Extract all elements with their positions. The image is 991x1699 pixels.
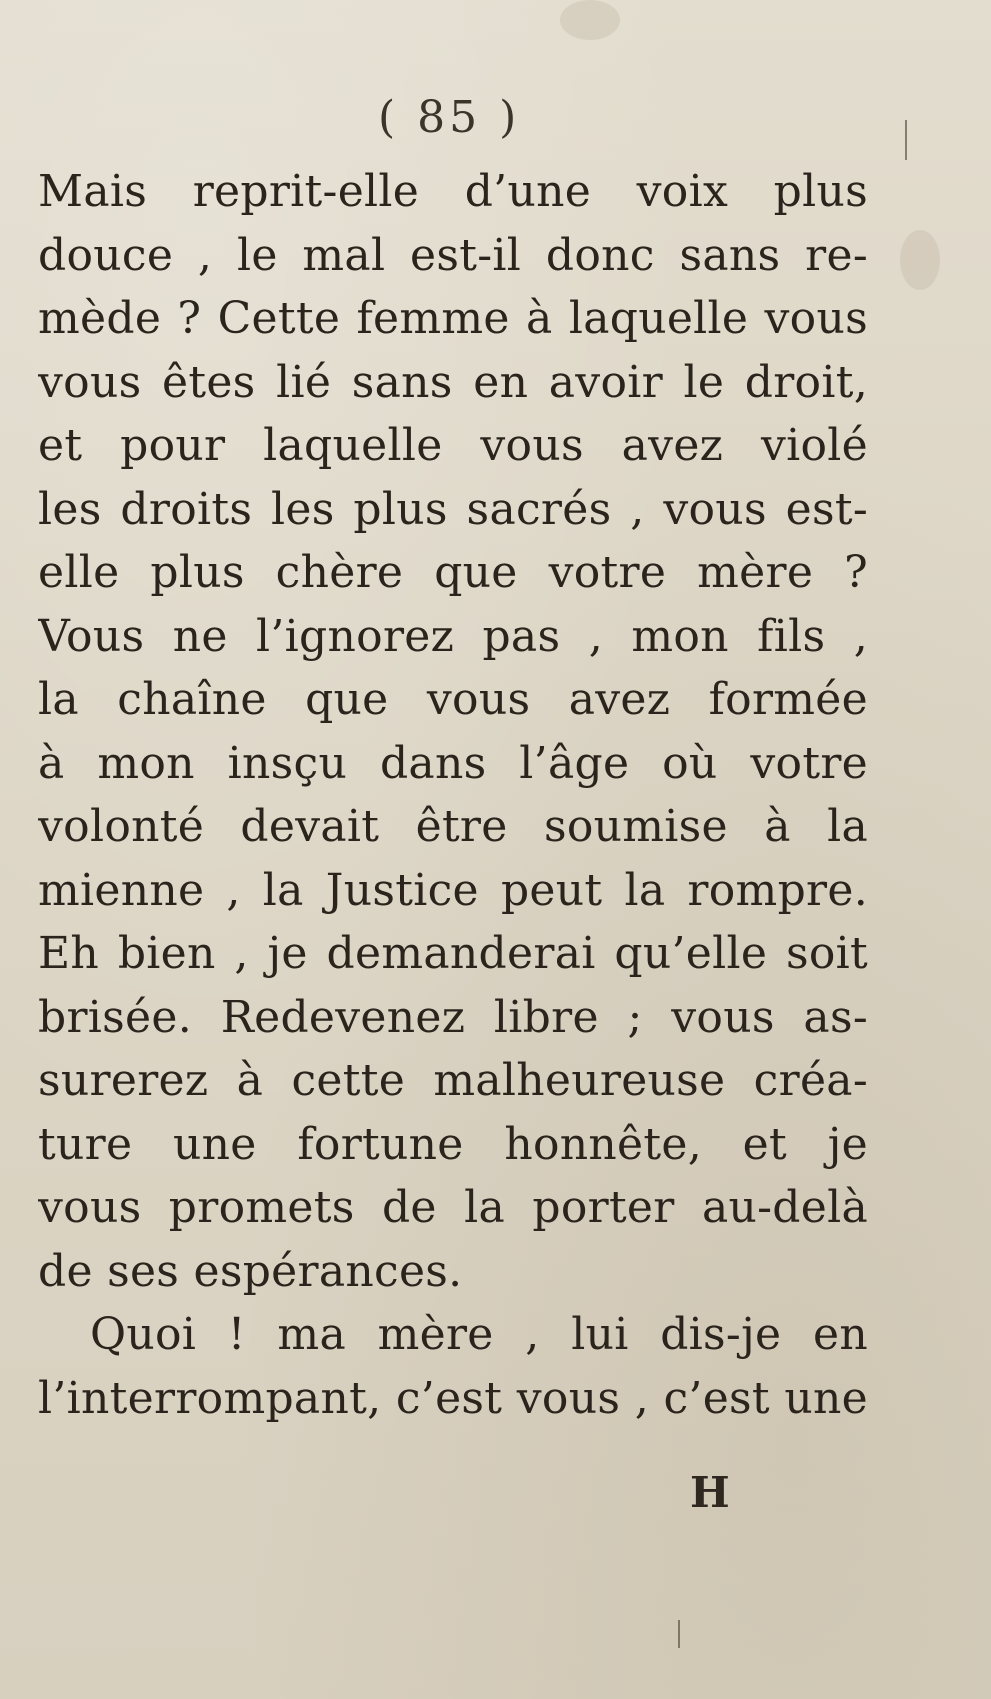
text-line: Mais reprit-elle d’une voix plus (38, 166, 868, 217)
text-line: brisée. Redevenez libre ; vous as- (38, 991, 868, 1043)
page-number: ( 85 ) (378, 92, 521, 143)
paper-mark (905, 120, 907, 160)
text-line: de ses espérances. (38, 1245, 463, 1297)
text-line: ture une fortune honnête, et je (38, 1118, 868, 1170)
paper-mark (678, 1620, 680, 1648)
text-line: douce , le mal est-il donc sans re- (38, 229, 868, 281)
text-line: la chaîne que vous avez formée (38, 674, 868, 725)
text-line: Quoi ! ma mère , lui dis-je en (90, 1309, 868, 1360)
paper-stain (560, 0, 620, 40)
text-line: Vous ne l’ignorez pas , mon fils , (38, 610, 868, 662)
text-line: elle plus chère que votre mère ? (38, 547, 868, 598)
text-line: vous promets de la porter au-delà (38, 1182, 868, 1233)
body-text (38, 160, 868, 1430)
text-line: l’interrompant, c’est vous , c’est une (38, 1372, 868, 1424)
paper-stain (900, 230, 940, 290)
text-line: surerez à cette malheureuse créa- (38, 1055, 868, 1106)
text-line: mienne , la Justice peut la rompre. (38, 864, 868, 916)
text-line: volonté devait être soumise à la (38, 801, 868, 852)
text-line: Eh bien , je demanderai qu’elle soit (38, 928, 868, 979)
text-line: mède ? Cette femme à laquelle vous (38, 293, 868, 344)
signature-mark: H (690, 1468, 730, 1517)
text-line: et pour laquelle vous avez violé (38, 420, 868, 471)
text-line: vous êtes lié sans en avoir le droit, (38, 356, 868, 408)
text-line: à mon insçu dans l’âge où votre (38, 737, 868, 789)
text-line: les droits les plus sacrés , vous est- (38, 483, 868, 535)
